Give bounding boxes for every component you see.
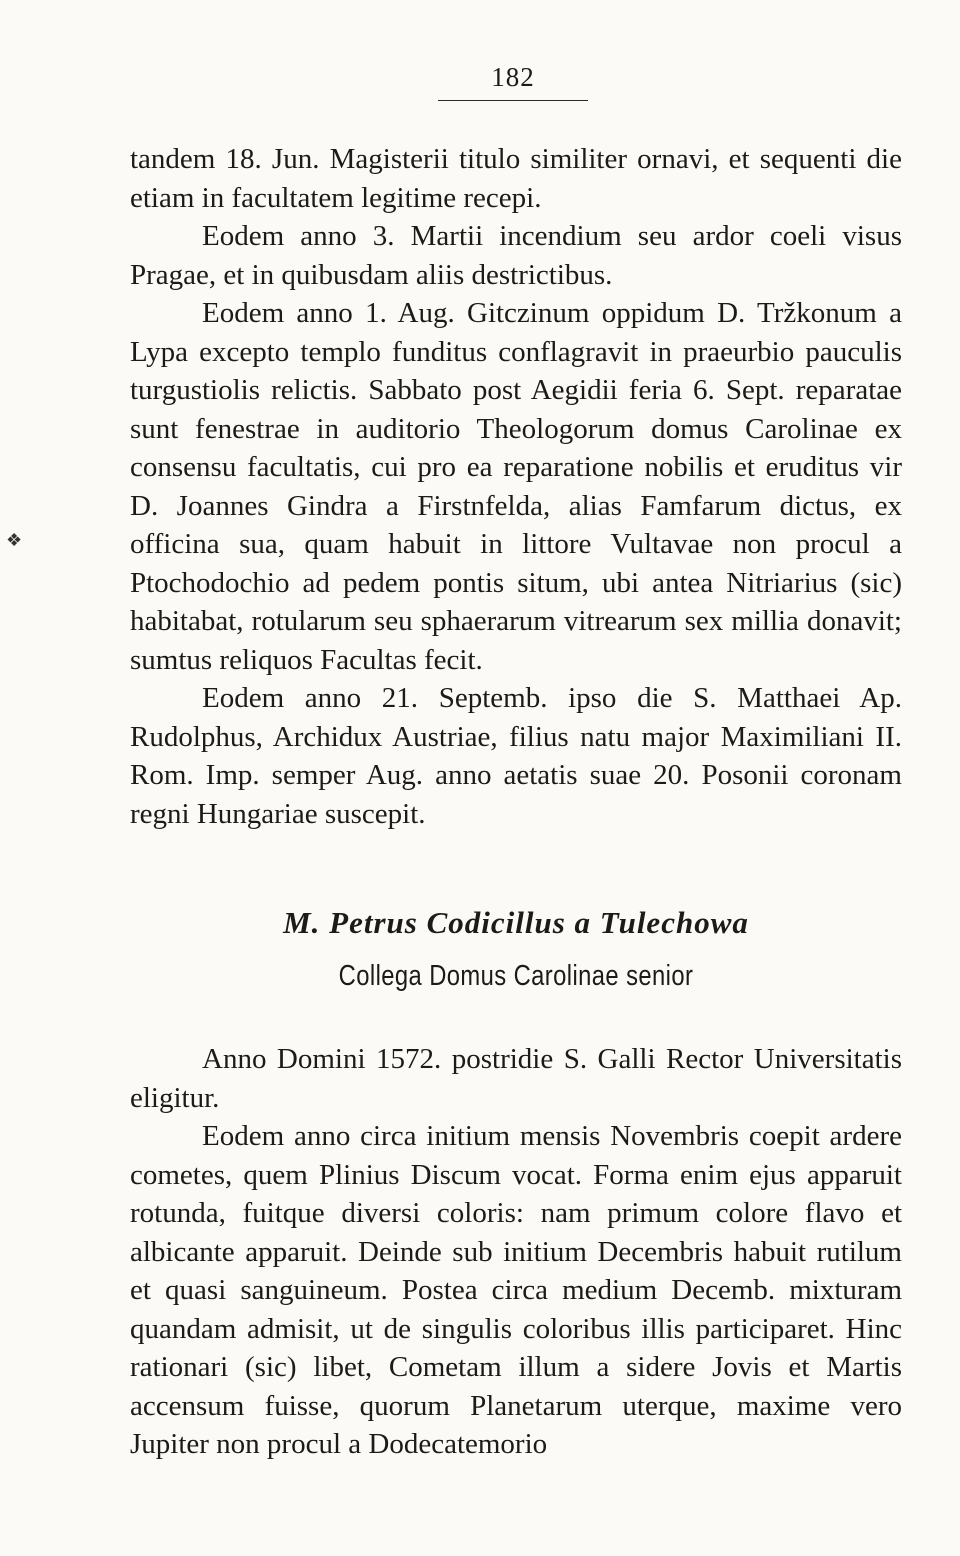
body-text-lower bbox=[130, 1040, 902, 1464]
paragraph: Eodem anno 1. Aug. Gitczinum oppidum D. Tržkonum a Lypa excepto templo funditus conflagravit in praeurbio pauculis turgustiolis relictis. Sabbato post Aegidii feria 6. Sept. reparatae sunt fenestrae in auditorio Theologorum domus Carolinae ex consensu facultatis, cui pro ea reparatione nobilis et eruditus vir D. Joannes Gindra a Firstnfelda, alias Famfarum dictus, ex officina sua, quam habuit in littore Vultavae non procul a Ptochodochio ad pedem pontis situm, ubi antea Nitriarius (sic) habitabat, rotularum seu sphaerarum vitrearum sex millia donavit; sumtus reliquos Facultas fecit. bbox=[130, 297, 902, 676]
paragraph: Eodem anno 21. Septemb. ipso die S. Matthaei Ap. Rudolphus, Archidux Austriae, filius natu major Maximiliani II. Rom. Imp. semper Aug. anno aetatis suae 20. Posonii coronam regni Hungariae suscepit. bbox=[130, 682, 902, 830]
section-heading-title: Collega Domus Carolinae senior bbox=[338, 960, 694, 992]
margin-mark-icon: ❖ bbox=[6, 530, 23, 550]
page-number: 182 bbox=[491, 62, 535, 92]
page-number-rule bbox=[438, 100, 588, 101]
body-text-upper bbox=[130, 140, 902, 833]
paragraph: Eodem anno 3. Martii incendium seu ardor coeli visus Pragae, et in quibusdam aliis destrictibus. bbox=[130, 220, 902, 291]
section-heading-name: M. Petrus Codicillus a Tulechowa bbox=[283, 905, 749, 940]
paragraph: Eodem anno circa initium mensis Novembris coepit ardere cometes, quem Plinius Discum vocat. Forma enim ejus apparuit rotunda, fuitque diversi coloris: nam primum colore flavo et albicante apparuit. Deinde sub initium Decembris habuit rutilum et quasi sanguineum. Postea circa medium Decemb. mixturam quandam admisit, ut de singulis coloribus illis participaret. Hinc rationari (sic) libet, Cometam illum a sidere Jovis et Martis accensum fuisse, quorum Planetarum uterque, maxime vero Jupiter non procul a Dodecatemorio bbox=[130, 1120, 902, 1460]
paragraph: tandem 18. Jun. Magisterii titulo similiter ornavi, et sequenti die etiam in facultatem legitime recepi. bbox=[130, 143, 902, 214]
paragraph: Anno Domini 1572. postridie S. Galli Rector Universitatis eligitur. bbox=[130, 1043, 902, 1114]
